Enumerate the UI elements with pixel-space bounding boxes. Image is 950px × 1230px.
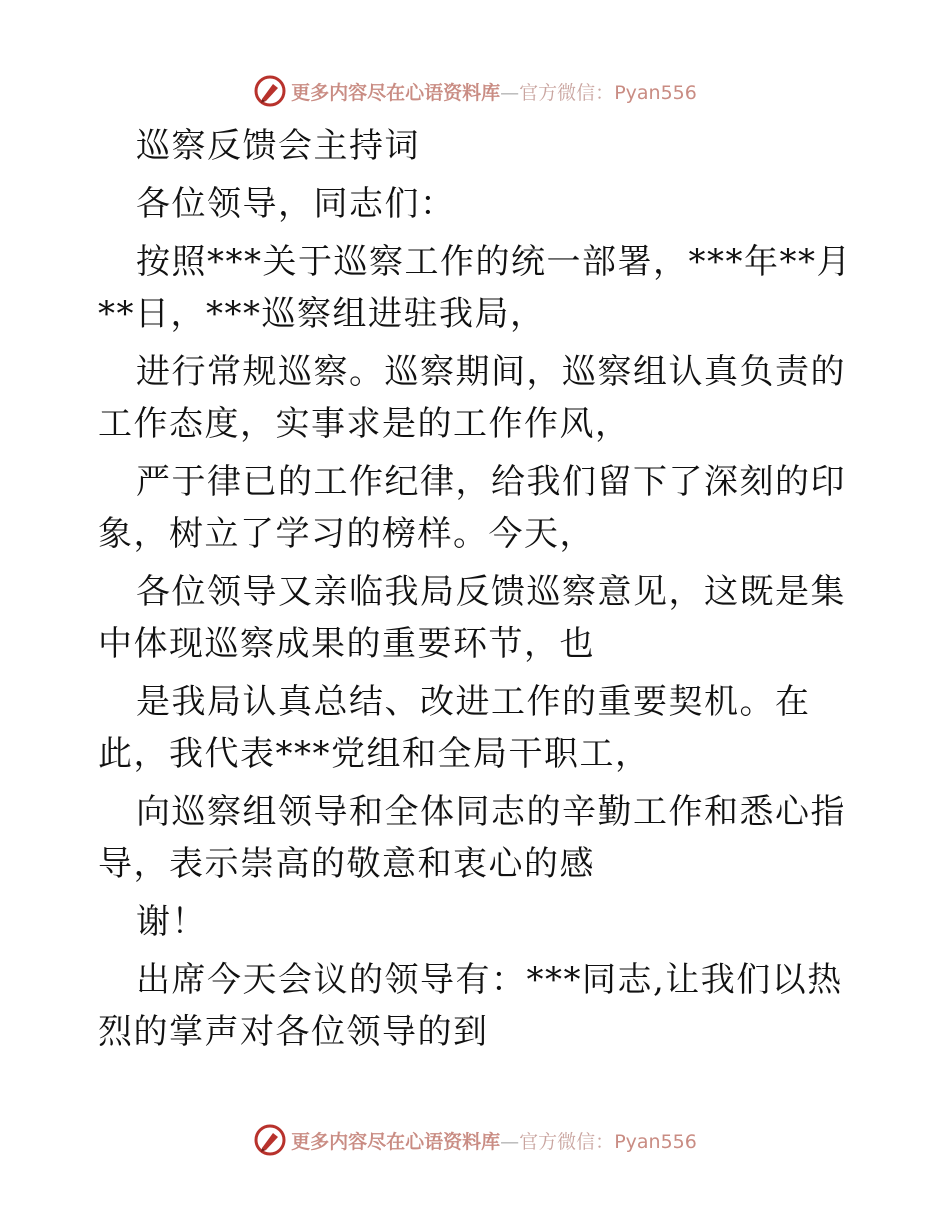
banner-main-text: 更多内容尽在心语资料库: [291, 1130, 501, 1153]
footer-banner-text: [291, 1127, 697, 1154]
banner-separator: —: [500, 1130, 520, 1153]
paragraph-7: 谢！: [136, 902, 207, 942]
pen-nib-circle-icon: [253, 1123, 287, 1157]
paragraph-5: 是我局认真总结、改进工作的重要契机。在此，我代表***党组和全局干职工，: [98, 682, 811, 774]
pen-nib-circle-icon: [253, 74, 287, 108]
document-title: 巡察反馈会主持词: [136, 126, 420, 166]
paragraph-greeting: 各位领导，同志们：: [136, 184, 456, 224]
header-banner: [0, 71, 950, 111]
banner-wechat-label: 官方微信：: [519, 1130, 615, 1153]
banner-wechat-label: 官方微信：: [519, 81, 615, 104]
paragraph-6: 向巡察组领导和全体同志的辛勤工作和悉心指导，表示崇高的敬意和衷心的感: [98, 792, 846, 884]
document-body: [98, 120, 858, 1058]
header-banner-text: [291, 78, 697, 105]
paragraph-2: 进行常规巡察。巡察期间，巡察组认真负责的工作态度，实事求是的工作作风，: [98, 352, 846, 444]
banner-main-text: 更多内容尽在心语资料库: [291, 81, 501, 104]
paragraph-1: 按照***关于巡察工作的统一部署，***年**月**日，***巡察组进驻我局，: [98, 242, 852, 334]
banner-wechat-id: Pyan556: [614, 81, 697, 104]
paragraph-8: 出席今天会议的领导有：***同志,让我们以热烈的掌声对各位领导的到: [98, 960, 843, 1052]
banner-separator: —: [500, 81, 520, 104]
paragraph-4: 各位领导又亲临我局反馈巡察意见，这既是集中体现巡察成果的重要环节，也: [98, 572, 846, 664]
paragraph-3: 严于律已的工作纪律，给我们留下了深刻的印象，树立了学习的榜样。今天，: [98, 462, 846, 554]
footer-banner: [0, 1120, 950, 1160]
banner-wechat-id: Pyan556: [614, 1130, 697, 1153]
